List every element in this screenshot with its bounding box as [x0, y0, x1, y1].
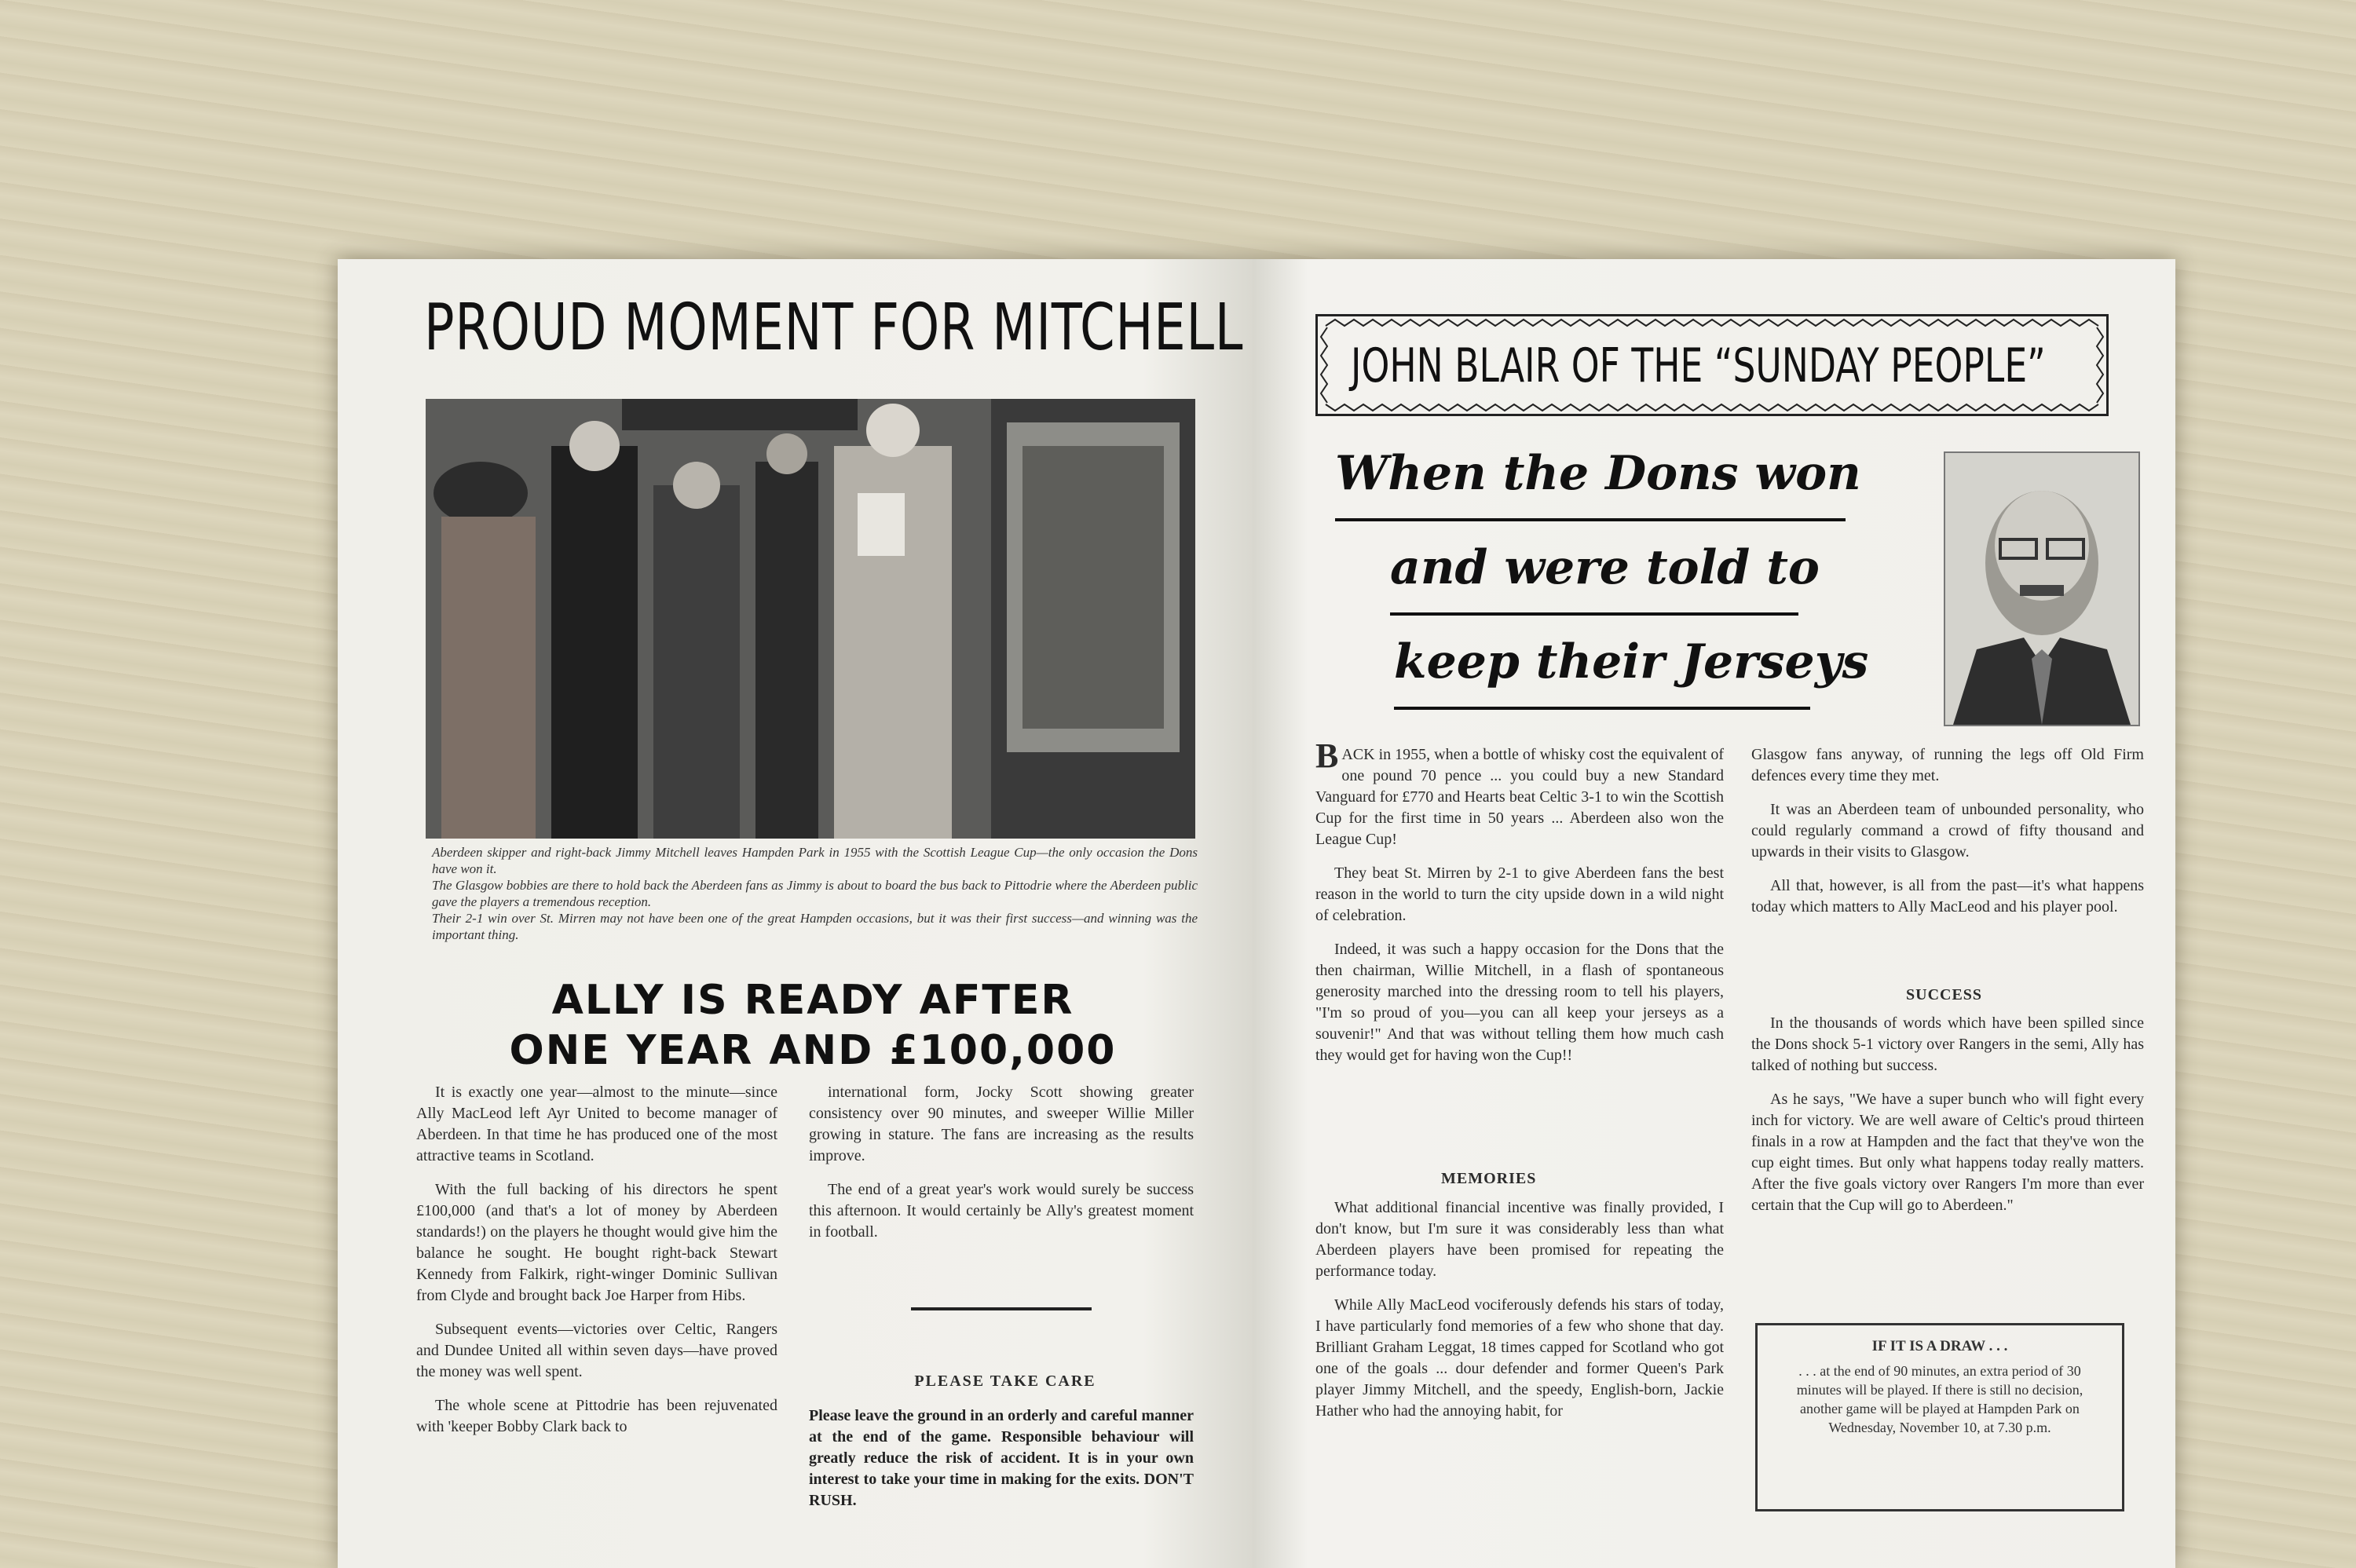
- paragraph: Glasgow fans anyway, of running the legs off Old Firm defences every time they met.: [1751, 746, 2144, 784]
- paragraph-text: ACK in 1955, when a bottle of whisky cost the equivalent of one pound 70 pence ... you could buy a new Standard Vanguard for £770 and Hearts beat Celtic 3-1 to win the Scottish Cup for the first time in 50 years ... Aberdeen also won the League Cup!: [1315, 746, 1724, 848]
- paragraph: As he says, "We have a super bunch who will fight every inch for victory. We are well aware of Celtic's proud thirteen finals in a row at Hampden and the fact that they've won the cup eight times. But only what happens today really matters. After the five goals victory over Rangers I'm more than ever certain that the Cup will go to Aberdeen.": [1751, 1091, 2144, 1214]
- right-article-col1: [1315, 736, 1724, 1079]
- paragraph: It was an Aberdeen team of unbounded personality, who could regularly command a crowd of fifty thousand and upwards in their visits to Glasgow.: [1751, 801, 2144, 861]
- left-article-col1: [416, 1082, 777, 1450]
- subhead-line: ALLY IS READY AFTER: [551, 977, 1074, 1024]
- script-title-line: keep their Jerseys: [1394, 634, 1869, 689]
- subhead-line: ONE YEAR AND £100,000: [509, 1027, 1117, 1074]
- title-underline: [1335, 518, 1846, 521]
- right-article-col2-cont: [1751, 1013, 2144, 1229]
- draw-notice-box: [1755, 1323, 2124, 1511]
- paragraph: All that, however, is all from the past—it's what happens today which matters to Ally MacLeod and his player pool.: [1751, 877, 2144, 916]
- mitchell-photo: [426, 399, 1195, 839]
- draw-notice-title: IF IT IS A DRAW . . .: [1871, 1338, 2008, 1354]
- programme-spread: [338, 259, 2175, 1568]
- success-heading: SUCCESS: [1906, 986, 1983, 1003]
- script-title-line: and were told to: [1390, 540, 1820, 595]
- left-headline: PROUD MOMENT FOR MITCHELL: [424, 291, 1244, 365]
- title-underline: [1394, 707, 1810, 710]
- divider: [911, 1307, 1092, 1310]
- memories-heading: MEMORIES: [1441, 1170, 1537, 1187]
- notice-title: PLEASE TAKE CARE: [914, 1372, 1096, 1390]
- paragraph: The whole scene at Pittodrie has been rejuvenated with 'keeper Bobby Clark back to: [416, 1397, 777, 1435]
- paragraph: While Ally MacLeod vociferously defends his stars of today, I have particularly fond memories of a few who shone that day. Brilliant Graham Leggat, 18 times capped for Scotland who got one of the goals ... dour defender and former Queen's Park player Jimmy Mitchell, and the speedy, English-born, Jackie Hather who had the annoying habit, for: [1315, 1296, 1724, 1420]
- paragraph: They beat St. Mirren by 2-1 to give Aberdeen fans the best reason in the world to turn the city upside down in a wild night of celebration.: [1315, 864, 1724, 924]
- paragraph: international form, Jocky Scott showing greater consistency over 90 minutes, and sweeper Willie Miller growing in stature. The fans are increasing as the results improve.: [809, 1084, 1194, 1164]
- paragraph: Indeed, it was such a happy occasion for the Dons that the then chairman, Willie Mitchell, in a flash of spontaneous generosity marched into the dressing room to tell his players, "I'm so proud of you—you can all keep your jerseys as a souvenir!" And that was without telling them how much cash they would get for having won the Cup!!: [1315, 941, 1724, 1064]
- author-banner-text: JOHN BLAIR OF THE “SUNDAY PEOPLE”: [1351, 338, 2046, 393]
- paragraph: It is exactly one year—almost to the minute—since Ally MacLeod left Ayr United to become manager of Aberdeen. In that time he has produced one of the most attractive teams in Scotland.: [416, 1084, 777, 1164]
- paragraph: Subsequent events—victories over Celtic, Rangers and Dundee United all within seven days—have proved the money was well spent.: [416, 1321, 777, 1380]
- photo-caption: [432, 844, 1198, 943]
- left-page: [338, 259, 1253, 1568]
- paragraph: The end of a great year's work would surely be success this afternoon. It would certainly be Ally's greatest moment in football.: [809, 1181, 1194, 1241]
- draw-notice-body: . . . at the end of 90 minutes, an extra period of 30 minutes will be played. If there is still no decision, another game will be played at Hampden Park on Wednesday, November 10, at 7.30 p.m.: [1796, 1363, 2083, 1435]
- right-page: [1253, 259, 2175, 1568]
- author-banner: [1315, 314, 2109, 416]
- right-article-col1-cont: [1315, 1197, 1724, 1435]
- caption-line: The Glasgow bobbies are there to hold back the Aberdeen fans as Jimmy is about to board the bus back to Pittodrie where the Aberdeen public gave the players a tremendous reception.: [432, 878, 1198, 909]
- caption-line: Their 2-1 win over St. Mirren may not have been one of the great Hampden occasions, but it was their first success—and winning was the important thing.: [432, 911, 1198, 942]
- drop-cap: B: [1315, 736, 1339, 775]
- paragraph: [1315, 736, 1724, 850]
- ally-subheadline: [448, 975, 1178, 1076]
- caption-line: Aberdeen skipper and right-back Jimmy Mitchell leaves Hampden Park in 1955 with the Scottish League Cup—the only occasion the Dons have won it.: [432, 845, 1198, 876]
- script-title-line: When the Dons won: [1335, 446, 1861, 501]
- paragraph: What additional financial incentive was finally provided, I don't know, but I'm sure it was considerably less than what Aberdeen players have been promised for repeating the performance today.: [1315, 1199, 1724, 1280]
- paragraph: In the thousands of words which have been spilled since the Dons shock 5-1 victory over Rangers in the semi, Ally has talked of nothing but success.: [1751, 1014, 2144, 1074]
- author-portrait: [1944, 451, 2140, 726]
- left-article-col2: [809, 1082, 1194, 1255]
- right-article-col2: [1751, 744, 2144, 930]
- paragraph: With the full backing of his directors he spent £100,000 (and that's a lot of money by Aberdeen standards!) on the players he thought would give him the balance he sought. He bought right-back Stewart Kennedy from Falkirk, right-winger Dominic Sullivan from Clyde and brought back Joe Harper from Hibs.: [416, 1181, 777, 1304]
- notice-body: Please leave the ground in an orderly and careful manner at the end of the game. Responsible behaviour will greatly reduce the risk of accident. It is in your own interest to take your time in making for the exits. DON'T RUSH.: [809, 1407, 1194, 1509]
- title-underline: [1390, 612, 1798, 616]
